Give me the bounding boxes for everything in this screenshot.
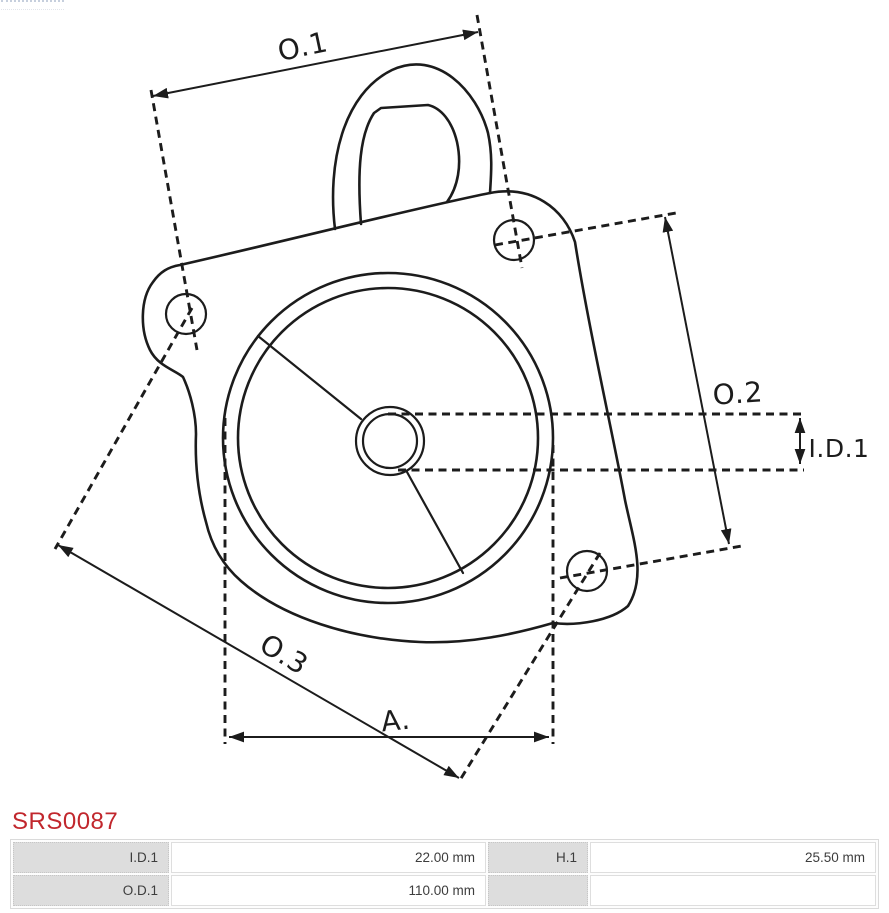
o3-dimension-line xyxy=(58,545,459,778)
spec-label-od1: O.D.1 xyxy=(13,875,169,906)
spec-label-id1: I.D.1 xyxy=(13,842,169,873)
part-number: SRS0087 xyxy=(12,808,119,835)
bolt-hole-left xyxy=(166,294,206,334)
dimension-label-id1: I.D.1 xyxy=(808,434,870,463)
o3-extension-line-lower xyxy=(460,553,600,780)
spec-row xyxy=(13,842,876,873)
spec-value-od1: 110.00 mm xyxy=(171,875,486,906)
spec-value-id1: 22.00 mm xyxy=(171,842,486,873)
radial-line-upper xyxy=(258,336,361,419)
radial-line-lower xyxy=(407,472,463,573)
o1-extension-line-right xyxy=(477,15,522,268)
spec-row xyxy=(13,875,876,906)
boss-circle-outer xyxy=(223,273,553,603)
lifting-eye-outer xyxy=(333,64,491,229)
spec-table-container xyxy=(10,839,879,909)
shaft-hub-outer xyxy=(356,407,424,475)
dimension-label-o2: O.2 xyxy=(711,375,765,412)
spec-value-h1: 25.50 mm xyxy=(590,842,876,873)
o2-extension-line-top xyxy=(495,213,676,245)
shaft-hub-inner xyxy=(363,414,417,468)
dimension-label-a: A. xyxy=(379,702,413,739)
boss-circle-inner xyxy=(238,288,538,588)
lifting-eye-inner xyxy=(359,105,459,224)
dimension-label-o1: O.1 xyxy=(274,25,332,68)
plate-outline xyxy=(143,191,638,642)
spec-label-empty xyxy=(488,875,588,906)
dimension-label-o3: O.3 xyxy=(254,627,315,682)
spec-table xyxy=(10,839,879,909)
spec-label-h1: H.1 xyxy=(488,842,588,873)
o3-extension-line-upper xyxy=(55,308,192,549)
spec-value-empty xyxy=(590,875,876,906)
